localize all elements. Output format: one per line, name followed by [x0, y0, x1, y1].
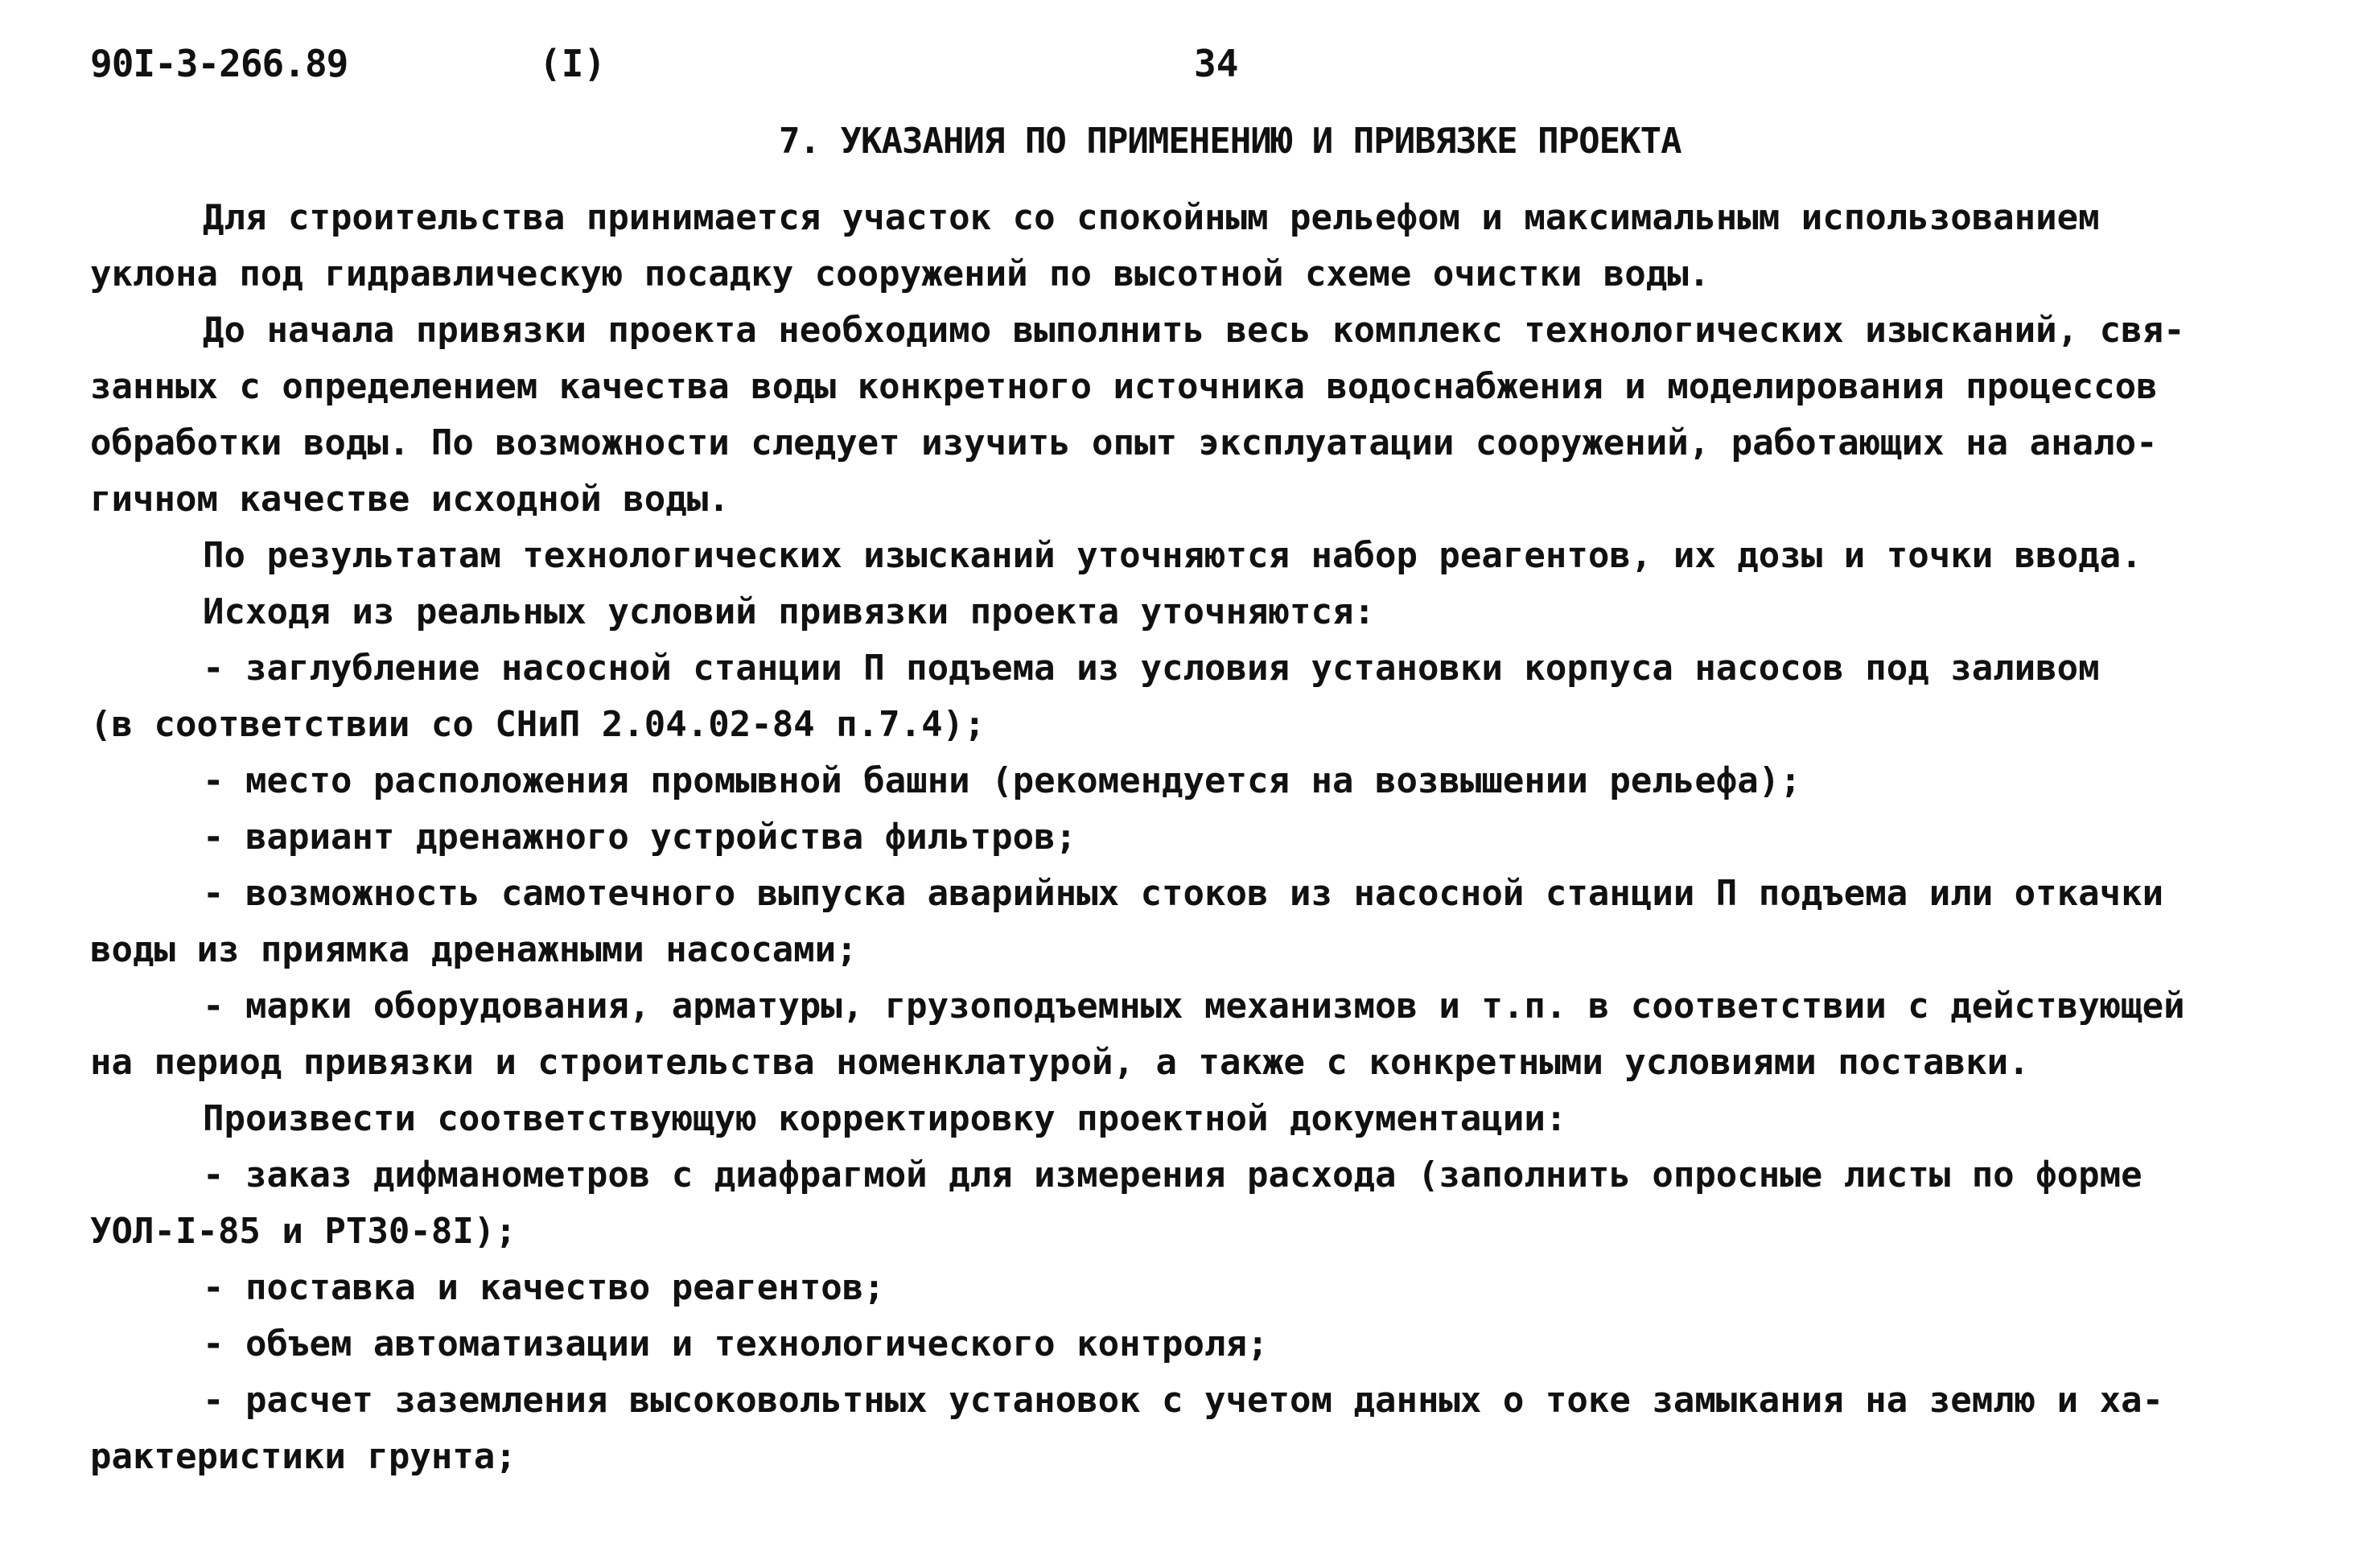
- text-line: - возможность самотечного выпуска аварийных стоков из насосной станции П подъема или откачки: [203, 873, 2164, 914]
- text-line: воды из приямка дренажными насосами;: [90, 929, 858, 970]
- sheet-marker: (I): [539, 42, 607, 85]
- text-line: обработки воды. По возможности следует изучить опыт эксплуатации сооружений, работающих на анало-: [90, 422, 2158, 463]
- text-line: гичном качестве исходной воды.: [90, 479, 730, 520]
- text-line: - место расположения промывной башни (рекомендуется на возвышении рельефа);: [203, 760, 1801, 801]
- text-line: До начала привязки проекта необходимо выполнить весь комплекс технологических изысканий, свя-: [203, 310, 2185, 351]
- text-line: Произвести соответствующую корректировку проектной документации:: [203, 1098, 1567, 1139]
- text-line: рактеристики грунта;: [90, 1436, 517, 1477]
- page-header: [0, 42, 2375, 98]
- text-line: Для строительства принимается участок со спокойным рельефом и максимальным использованием: [203, 197, 2100, 238]
- text-line: на период привязки и строительства номенклатурой, а также с конкретными условиями поставки.: [90, 1042, 2030, 1083]
- body-text: [90, 190, 2311, 1485]
- text-line: - марки оборудования, арматуры, грузоподъемных механизмов и т.п. в соответствии с действующей: [203, 986, 2185, 1027]
- page-number: 34: [1194, 42, 1239, 85]
- text-line: - заказ дифманометров с диафрагмой для измерения расхода (заполнить опросные листы по форме: [203, 1154, 2142, 1196]
- text-line: (в соответствии со СНиП 2.04.02-84 п.7.4);: [90, 704, 986, 745]
- text-line: УОЛ-I-85 и РТ30-8I);: [90, 1211, 517, 1252]
- text-line: - расчет заземления высоковольтных установок с учетом данных о токе замыкания на землю и ха-: [203, 1380, 2164, 1421]
- text-line: По результатам технологических изысканий уточняются набор реагентов, их дозы и точки ввода.: [203, 535, 2142, 576]
- text-line: - объем автоматизации и технологического контроля;: [203, 1323, 1269, 1364]
- text-line: - поставка и качество реагентов;: [203, 1267, 885, 1308]
- text-line: - вариант дренажного устройства фильтров;: [203, 817, 1077, 858]
- text-line: - заглубление насосной станции П подъема из условия установки корпуса насосов под заливом: [203, 648, 2100, 689]
- section-title: 7. УКАЗАНИЯ ПО ПРИМЕНЕНИЮ И ПРИВЯЗКЕ ПРОЕКТА: [779, 121, 1681, 162]
- text-line: уклона под гидравлическую посадку сооружений по высотной схеме очистки воды.: [90, 253, 1710, 294]
- text-line: Исходя из реальных условий привязки проекта уточняются:: [203, 591, 1375, 632]
- text-line: занных с определением качества воды конкретного источника водоснабжения и моделирования процессов: [90, 366, 2158, 407]
- document-code: 90I-3-266.89: [90, 42, 348, 85]
